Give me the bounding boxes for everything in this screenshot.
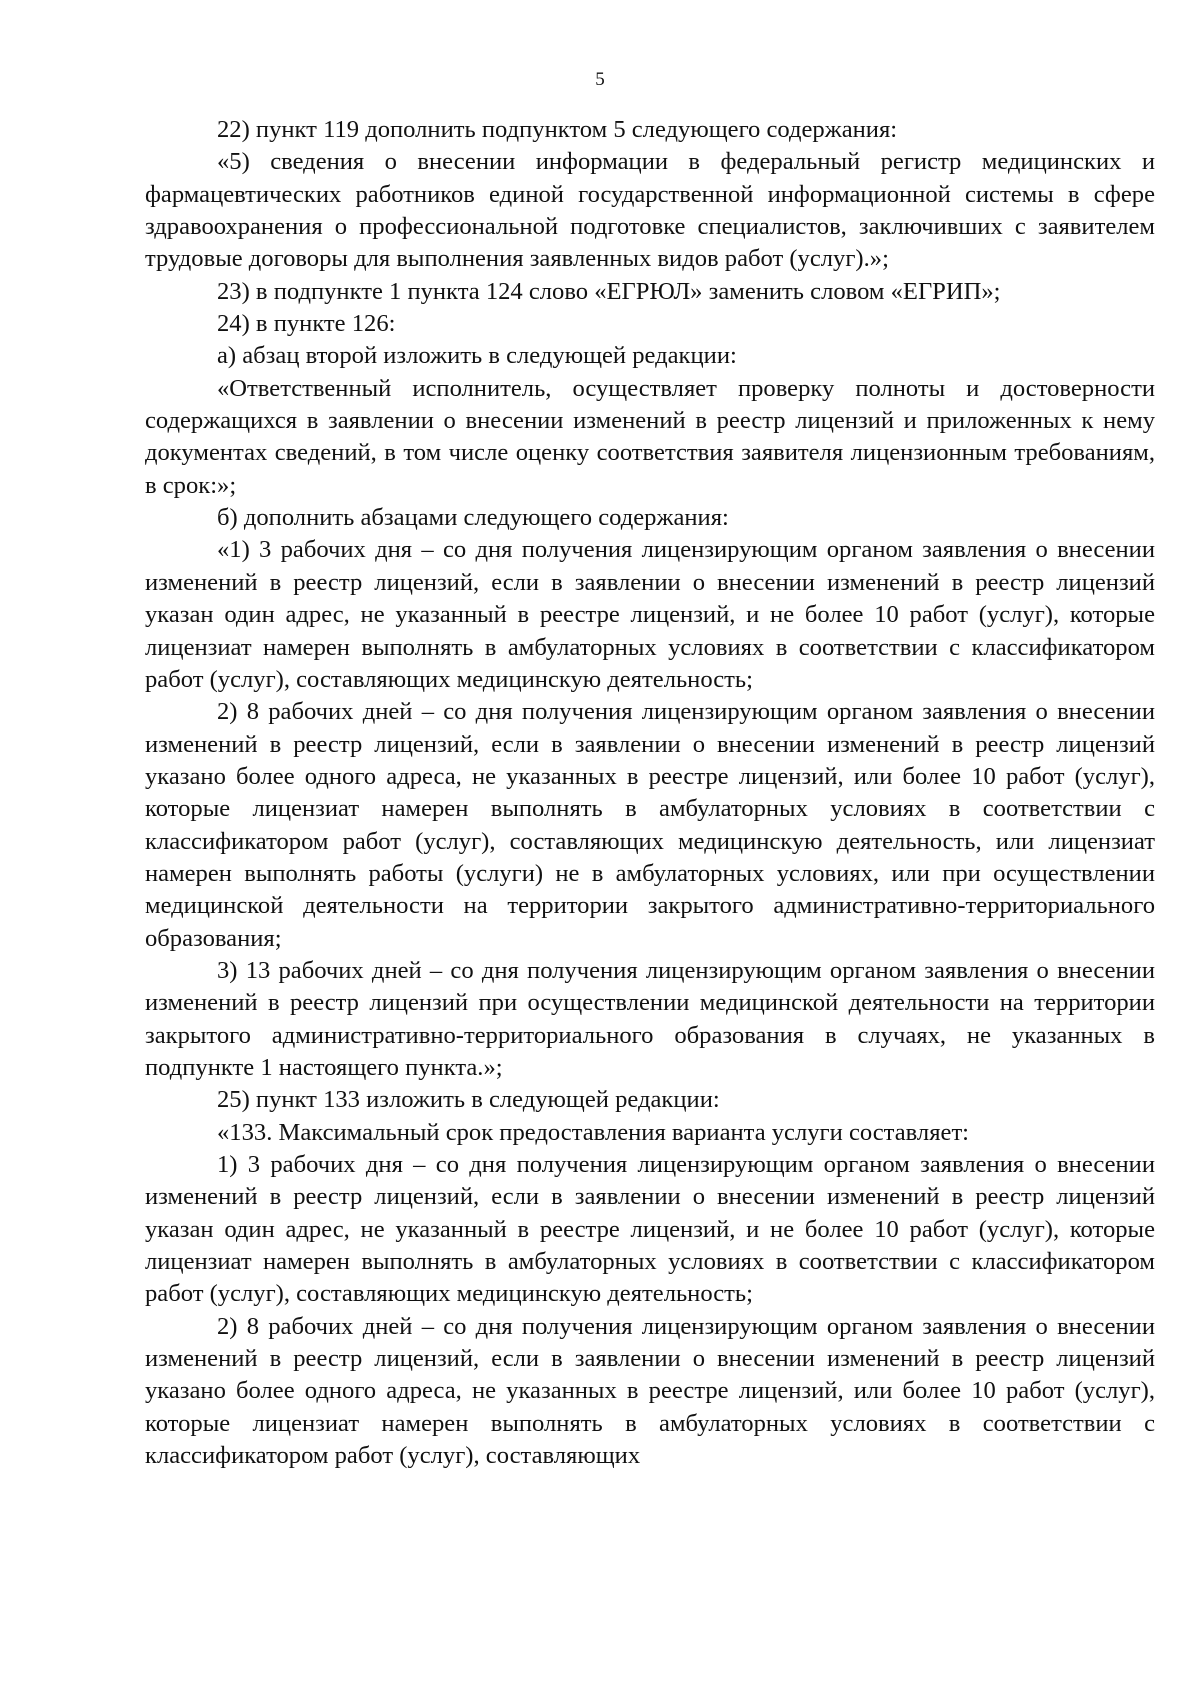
paragraph: 25) пункт 133 изложить в следующей редакции: — [217, 1086, 720, 1114]
paragraph: б) дополнить абзацами следующего содержания: — [217, 504, 729, 532]
paragraph: 3) 13 рабочих дней – со дня получения лицензирующим органом заявления о внесении изменений в реестр лицензий при осуществлении медицинской деятельности на территории закрытого административно-территориального образования в случаях, не указанных в подпункте 1 настоящего пункта.»; — [145, 956, 1155, 1081]
page-number: 5 — [595, 69, 605, 90]
paragraph: «5) сведения о внесении информации в федеральный регистр медицинских и фармацевтических работников единой государственной информационной системы в сфере здравоохранения о профессиональной подготовке специалистов, заключивших с заявителем трудовые договоры для выполнения заявленных видов работ (услуг).»; — [145, 148, 1155, 273]
paragraph: «1) 3 рабочих дня – со дня получения лицензирующим органом заявления о внесении изменений в реестр лицензий, если в заявлении о внесении изменений в реестр лицензий указан один адрес, не указанный в реестре лицензий, и не более 10 работ (услуг), которые лицензиат намерен выполнять в амбулаторных условиях в соответствии с классификатором работ (услуг), составляющих медицинскую деятельность; — [145, 536, 1155, 693]
paragraph: 22) пункт 119 дополнить подпунктом 5 следующего содержания: — [217, 116, 898, 143]
paragraph: «133. Максимальный срок предоставления варианта услуги составляет: — [217, 1118, 970, 1146]
paragraph: 24) в пункте 126: — [217, 310, 396, 338]
paragraph: а) абзац второй изложить в следующей редакции: — [217, 342, 737, 370]
document-body — [145, 114, 1155, 1472]
paragraph: 2) 8 рабочих дней – со дня получения лицензирующим органом заявления о внесении изменений в реестр лицензий, если в заявлении о внесении изменений в реестр лицензий указано более одного адреса, не указанных в реестре лицензий, или более 10 работ (услуг), которые лицензиат намерен выполнять в амбулаторных условиях в соответствии с классификатором работ (услуг), составляющих медицинскую деятельность, или лицензиат намерен выполнять работы (услуги) не в амбулаторных условиях, или при осуществлении медицинской деятельности на территории закрытого административно-территориального образования; — [145, 698, 1155, 952]
paragraph: 23) в подпункте 1 пункта 124 слово «ЕГРЮЛ» заменить словом «ЕГРИП»; — [217, 277, 1001, 305]
paragraph: 1) 3 рабочих дня – со дня получения лицензирующим органом заявления о внесении изменений в реестр лицензий, если в заявлении о внесении изменений в реестр лицензий указан один адрес, не указанный в реестре лицензий, и не более 10 работ (услуг), которые лицензиат намерен выполнять в амбулаторных условиях в соответствии с классификатором работ (услуг), составляющих медицинскую деятельность; — [145, 1151, 1155, 1308]
paragraph: 2) 8 рабочих дней – со дня получения лицензирующим органом заявления о внесении изменений в реестр лицензий, если в заявлении о внесении изменений в реестр лицензий указано более одного адреса, не указанных в реестре лицензий, или более 10 работ (услуг), которые лицензиат намерен выполнять в амбулаторных условиях в соответствии с классификатором работ (услуг), составляющих — [145, 1312, 1155, 1470]
paragraph: «Ответственный исполнитель, осуществляет проверку полноты и достоверности содержащихся в заявлении о внесении изменений в реестр лицензий и приложенных к нему документах сведений, в том числе оценку соответствия заявителя лицензионным требованиям, в срок:»; — [145, 374, 1155, 499]
